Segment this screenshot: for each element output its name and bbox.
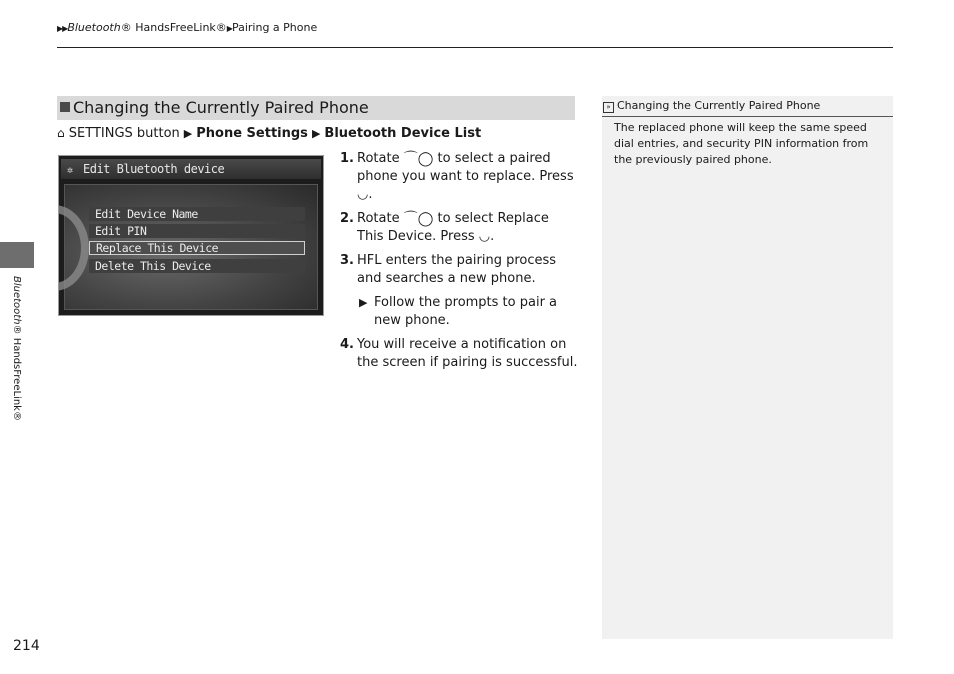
step-1: 1. Rotate ⌒◯ to select a paired phone you want to replace. Press ◡.	[340, 151, 574, 202]
breadcrumb-handsfreelink[interactable]: ® HandsFreeLink®	[120, 21, 227, 34]
press-knob-icon: ◡	[357, 187, 369, 202]
screen-title: Edit Bluetooth device	[83, 162, 225, 176]
section-title: Changing the Currently Paired Phone	[73, 98, 369, 117]
step-3: 3. HFL enters the pairing process and searches a new phone. ▶ Follow the prompts to pair a new phone.	[340, 252, 578, 330]
path-device-list: Bluetooth Device List	[324, 126, 482, 141]
rotate-knob-icon: ⌒◯	[403, 151, 434, 167]
gear-icon: ✲	[67, 165, 73, 176]
chapter-label: Bluetooth® HandsFreeLink®	[11, 276, 22, 421]
menu-delete-device: Delete This Device	[89, 259, 305, 273]
path-start: SETTINGS button	[68, 126, 180, 141]
dial-arc	[58, 205, 89, 291]
screen-menu-panel	[64, 184, 318, 310]
menu-edit-device-name: Edit Device Name	[89, 207, 305, 221]
chapter-tab	[0, 242, 34, 268]
breadcrumb-bluetooth[interactable]: Bluetooth	[67, 21, 121, 34]
rotate-knob-icon: ⌒◯	[403, 211, 434, 227]
double-arrow-icon: ▶▶	[57, 24, 68, 33]
header-rule	[57, 47, 893, 48]
step-3-substep: ▶ Follow the prompts to pair a new phone.	[359, 295, 558, 328]
menu-replace-device: Replace This Device	[89, 241, 305, 255]
breadcrumb-pairing[interactable]: Pairing a Phone	[231, 21, 318, 34]
side-note	[602, 96, 893, 639]
note-body: The replaced phone will keep the same speed dial entries, and security PIN information from the previously paired phone.	[614, 121, 869, 166]
screen-title-bar	[61, 159, 321, 179]
menu-path	[57, 126, 481, 141]
page-number: 214	[13, 638, 40, 654]
press-knob-icon: ◡	[478, 229, 491, 244]
step-4: 4. You will receive a notification on the screen if pairing is successful.	[340, 337, 578, 370]
step-list	[340, 150, 578, 378]
arrow-icon: ▶	[311, 127, 321, 140]
note-heading	[602, 96, 893, 117]
screen-image	[58, 155, 324, 316]
menu-edit-pin: Edit PIN	[89, 224, 305, 238]
note-title: Changing the Currently Paired Phone	[617, 99, 821, 112]
reference-icon: »	[603, 102, 614, 113]
step-2: 2. Rotate ⌒◯ to select Replace This Device. Press ◡.	[340, 211, 549, 244]
section-heading	[57, 96, 575, 120]
path-phone-settings: Phone Settings	[196, 126, 308, 141]
arrow-icon: ▶	[226, 24, 232, 33]
arrow-icon: ▶	[359, 296, 368, 309]
square-bullet-icon	[60, 102, 70, 112]
breadcrumb	[57, 21, 317, 34]
home-icon: ⌂	[57, 126, 65, 140]
arrow-icon: ▶	[183, 127, 193, 140]
